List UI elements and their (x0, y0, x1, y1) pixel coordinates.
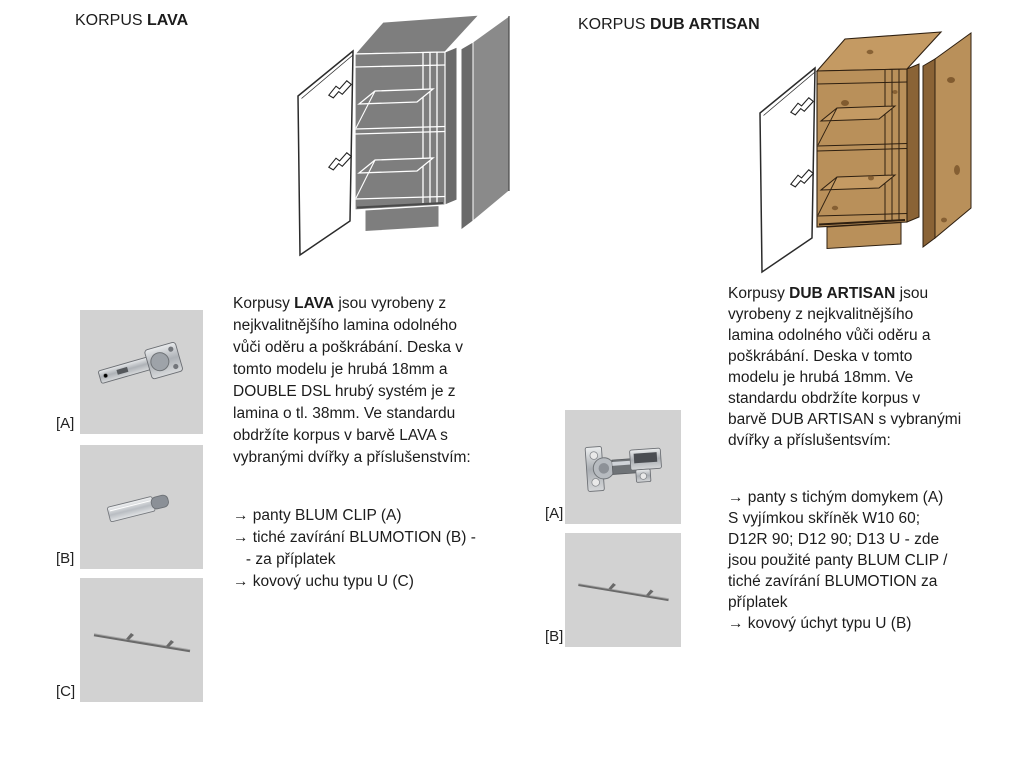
paragraph-line: tomto modelu je hrubá 18mm a (233, 361, 448, 378)
text-run-bold: LAVA (294, 295, 335, 312)
feature-item: → kovový uchu typu U (C) (233, 573, 414, 590)
paragraph-line: poškrábání. Deska v tomto (728, 348, 913, 365)
paragraph-line: DOUBLE DSL hrubý systém je z (233, 383, 456, 400)
feature-item: → panty BLUM CLIP (A) (233, 507, 402, 524)
hardware-label-c: [C] (56, 683, 76, 700)
soft-close-hinge-icon (575, 419, 671, 515)
text-run-bold: DUB ARTISAN (789, 285, 896, 302)
hardware-image-box (80, 445, 203, 569)
section-lava-title (75, 12, 188, 30)
hardware-label-b: [B] (56, 550, 75, 567)
feature-item: tiché zavírání BLUMOTION za (728, 573, 938, 590)
title-prefix: KORPUS (75, 12, 148, 29)
u-handle-icon (84, 583, 199, 698)
paragraph (233, 293, 533, 469)
feature-item: → kovový úchyt typu U (B) (728, 615, 912, 632)
paragraph-line: lamina odolného vůči oděru a (728, 327, 931, 344)
text-run: Korpusy (233, 295, 295, 312)
lava-description (233, 293, 533, 593)
blum-clip-hinge-icon (92, 322, 192, 422)
lava-cabinet-door (298, 51, 353, 255)
hardware-item-b (56, 445, 203, 569)
feature-item: - za příplatek (233, 551, 336, 568)
paragraph-line (728, 283, 1024, 304)
hardware-item-c (56, 578, 203, 702)
paragraph-line: dvířky a příslušentsvím: (728, 432, 891, 449)
blumotion-damper-icon (92, 457, 192, 557)
section-dub-artisan-title (578, 16, 760, 34)
dub-artisan-cabinet-illustration (745, 20, 985, 282)
hardware-image-box (80, 578, 203, 702)
hardware-label-a: [A] (545, 505, 564, 522)
u-handle-icon (569, 536, 677, 644)
text-run: jsou (895, 285, 929, 302)
title-name: DUB ARTISAN (650, 16, 760, 33)
feature-item: jsou použité panty BLUM CLIP / (728, 552, 948, 569)
text-run: jsou vyrobeny z (334, 295, 447, 312)
feature-list (728, 487, 1024, 634)
hardware-image-box (565, 410, 681, 524)
dub-artisan-cabinet-door (760, 68, 815, 272)
feature-item: → panty s tichým domykem (A) (728, 489, 944, 506)
hardware-label-a: [A] (56, 415, 75, 432)
paragraph-line: vybranými dvířky a příslušenstvím: (233, 449, 471, 466)
paragraph-line (233, 293, 533, 315)
paragraph-line: modelu je hrubá 18mm. Ve (728, 369, 914, 386)
title-name: LAVA (147, 12, 189, 29)
paragraph-line: nejkvalitnějšího lamina odolného (233, 317, 458, 334)
feature-list (233, 505, 533, 593)
feature-item: D12R 90; D12 90; D13 U - zde (728, 531, 940, 548)
hardware-item-b (545, 533, 681, 647)
paragraph-line: barvě DUB ARTISAN s vybranými (728, 411, 962, 428)
hardware-image-box (565, 533, 681, 647)
hardware-item-a (56, 310, 203, 434)
feature-item: → tiché zavírání BLUMOTION (B) - (233, 529, 476, 546)
lava-cabinet-illustration (283, 3, 523, 265)
paragraph-line: lamina o tl. 38mm. Ve standardu (233, 405, 456, 422)
paragraph-line: obdržíte korpus v barvě LAVA s (233, 427, 448, 444)
paragraph-line: vůči oděru a poškrábání. Deska v (233, 339, 464, 356)
dub-artisan-description (728, 283, 1024, 634)
feature-item: S vyjímkou skříněk W10 60; (728, 510, 921, 527)
paragraph-line: standardu obdržíte korpus v (728, 390, 921, 407)
hardware-label-b: [B] (545, 628, 564, 645)
hardware-item-a (545, 410, 681, 524)
title-prefix: KORPUS (578, 16, 651, 33)
paragraph-line: vyrobeny z nejkvalitnějšího (728, 306, 914, 323)
hardware-image-box (80, 310, 203, 434)
paragraph (728, 283, 1024, 451)
text-run: Korpusy (728, 285, 790, 302)
feature-item: příplatek (728, 594, 788, 611)
